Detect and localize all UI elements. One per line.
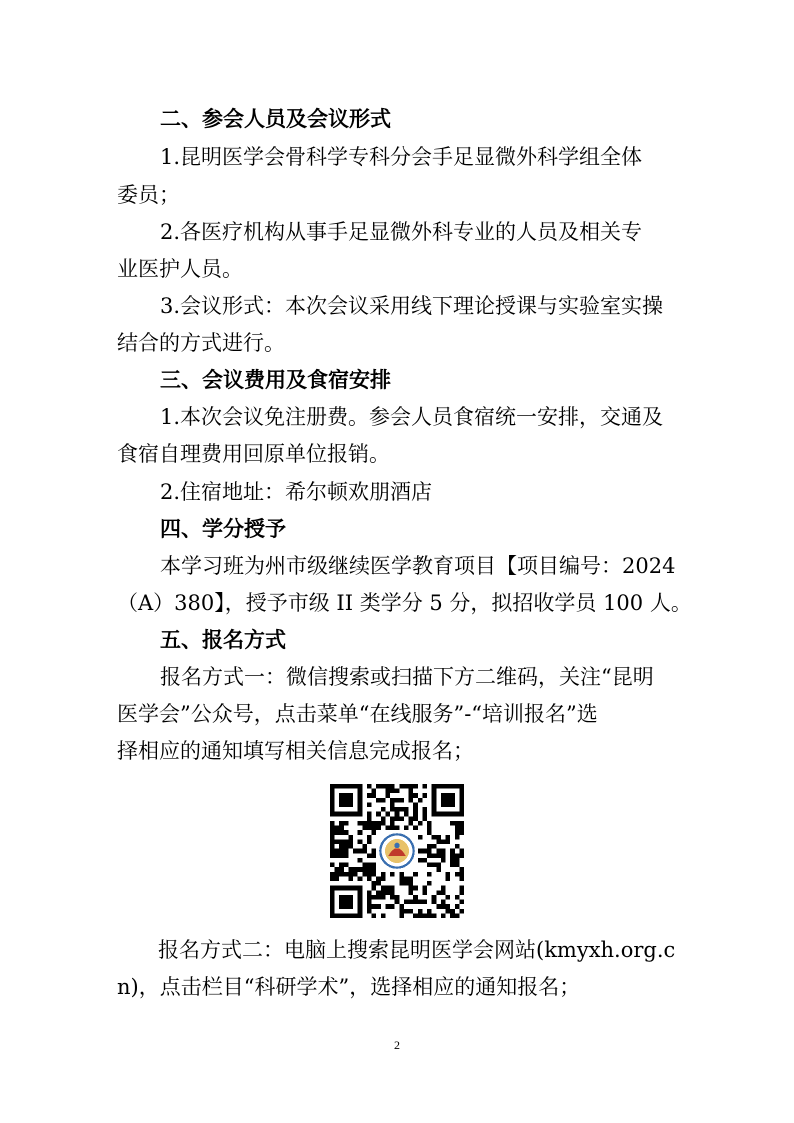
paragraph-line: （A）380】，授予市级 II 类学分 5 分，拟招收学员 100 人。 — [117, 591, 692, 615]
paragraph-line: 报名方式一：微信搜索或扫描下方二维码，关注“昆明 — [160, 665, 654, 689]
paragraph-line: 报名方式二：电脑上搜索昆明医学会网站(kmyxh.org.c — [158, 938, 676, 962]
paragraph-line: 1.昆明医学会骨科学专科分会手足显微外科学组全体 — [160, 145, 643, 169]
paragraph-line: n)，点击栏目“科研学术”，选择相应的通知报名； — [117, 975, 581, 999]
paragraph-line: 3.会议形式：本次会议采用线下理论授课与实验室实操 — [160, 294, 664, 318]
section-heading-attendees: 二、参会人员及会议形式 — [160, 107, 391, 131]
paragraph-line: 1.本次会议免注册费。参会人员食宿统一安排，交通及 — [160, 405, 664, 429]
paragraph-line: 委员； — [117, 183, 180, 207]
paragraph-line: 业医护人员。 — [117, 257, 243, 281]
qr-logo-icon — [379, 833, 416, 870]
qr-code-image — [330, 784, 464, 918]
paragraph-line: 本学习班为州市级继续医学教育项目【项目编号：2024 — [160, 554, 676, 578]
paragraph-line: 食宿自理费用回原单位报销。 — [117, 442, 390, 466]
section-heading-credits: 四、学分授予 — [160, 517, 286, 541]
section-heading-registration: 五、报名方式 — [160, 628, 286, 652]
paragraph-line: 2.各医疗机构从事手足显微外科专业的人员及相关专 — [160, 220, 643, 244]
page-number: 2 — [394, 1038, 400, 1052]
paragraph-line: 结合的方式进行。 — [117, 331, 285, 355]
paragraph-line: 2.住宿地址：希尔顿欢朋酒店 — [160, 480, 433, 504]
paragraph-line: 医学会”公众号，点击菜单“在线服务”-“培训报名”选 — [117, 702, 598, 726]
section-heading-fees: 三、会议费用及食宿安排 — [160, 368, 391, 392]
paragraph-line: 择相应的通知填写相关信息完成报名； — [117, 739, 474, 763]
